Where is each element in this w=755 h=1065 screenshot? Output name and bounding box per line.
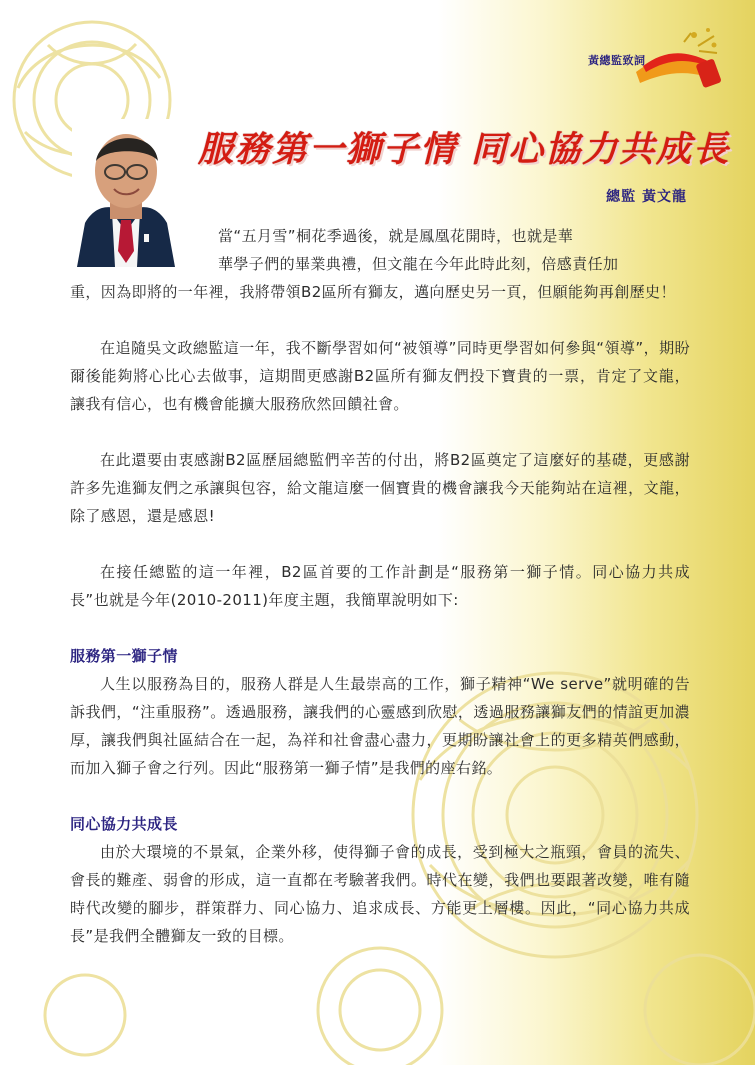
paragraph-5: 人生以服務為目的，服務人群是人生最崇高的工作，獅子精神“We serve”就明確的告訴我們，“注重服務”。透過服務，讓我們的心靈感到欣慰，透過服務讓獅友們的情誼更加濃厚，讓我們與社區結合在一起，為祥和社會盡心盡力，更期盼讓社會上的更多精英們感動，而加入獅子會之行列。因此“服務第一獅子情”是我們的座右銘。: [70, 675, 690, 777]
intro-line-1: 當“五月雪”桐花季過後，就是鳳凰花開時，也就是華: [218, 227, 574, 245]
paragraph-spacer: [70, 530, 690, 558]
paragraph-spacer: [70, 306, 690, 334]
paragraph-3: 在此還要由衷感謝B2區歷屆總監們辛苦的付出，將B2區奠定了這麼好的基礎，更感謝許多先進獅友們之承讓與包容，給文龍這麼一個寶貴的機會讓我今天能夠站在這裡，文龍，除了感恩，還是感恩!: [70, 451, 690, 525]
intro-line-2: 華學子們的畢業典禮，但文龍在今年此時此刻，倍感責任加: [218, 255, 619, 273]
paragraph-2: 在追隨吳文政總監這一年，我不斷學習如何“被領導”同時更學習如何參與“領導”，期盼爾後能夠將心比心去做事，這期間更感謝B2區所有獅友們投下寶貴的一票，肯定了文龍，讓我有信心，也有機會能擴大服務欣然回饋社會。: [70, 339, 690, 413]
paragraph-spacer: [70, 418, 690, 446]
article-title: 服務第一獅子情 同心協力共成長: [198, 129, 731, 170]
section-tag: 黃總監致詞: [588, 54, 646, 67]
paragraph-6: 由於大環境的不景氣，企業外移，使得獅子會的成長，受到極大之瓶頸，會員的流失、會長的難產、弱會的形成，這一直都在考驗著我們。時代在變，我們也要跟著改變，唯有隨時代改變的腳步，群策群力、同心協力、追求成長、方能更上層樓。因此，“同心協力共成長”是我們全體獅友一致的目標。: [70, 843, 690, 945]
author-name: 總監 黃文龍: [606, 189, 687, 205]
paragraph-4: 在接任總監的這一年裡，B2區首要的工作計劃是“服務第一獅子情。同心協力共成長”也就是今年(2010-2011)年度主題，我簡單說明如下:: [70, 563, 690, 609]
paragraph-spacer: [70, 614, 690, 642]
firework-icon: [626, 22, 722, 94]
section-heading-growth: 同心協力共成長: [70, 815, 178, 833]
intro-rest: 重，因為即將的一年裡，我將帶領B2區所有獅友，邁向歷史另一頁，但願能夠再創歷史！: [70, 283, 676, 301]
paragraph-spacer: [70, 782, 690, 810]
section-heading-service: 服務第一獅子情: [70, 647, 178, 665]
article-content: [70, 222, 690, 950]
